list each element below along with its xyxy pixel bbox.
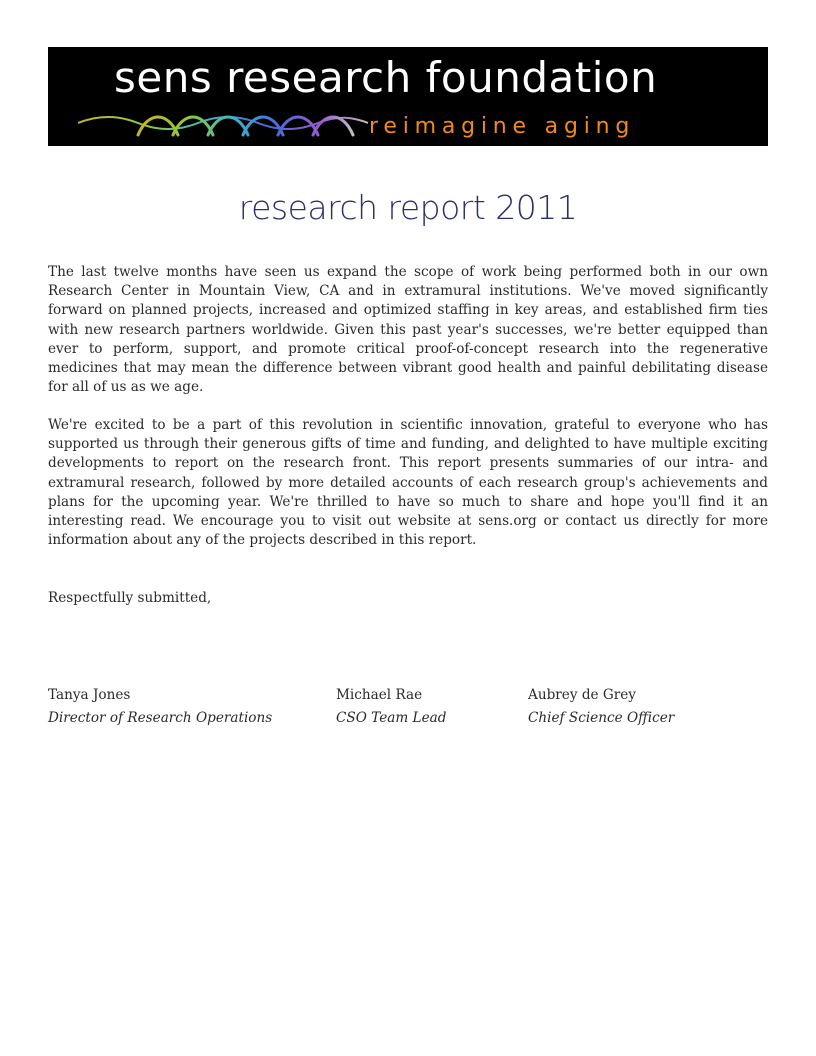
body-paragraph: We're excited to be a part of this revolution in scientific innovation, grateful to everyone who has supported us through their generous gifts of time and funding, and delighted to have multiple exciting developments to report on the research front. This report presents summaries of our intra- and extramural research, followed by more detailed accounts of each research group's achievements and plans for the upcoming year. We're thrilled to have so much to share and hope you'll find it an interesting read. We encourage you to visit out website at sens.org or contact us directly for more information about any of the projects described in this report. xyxy=(48,417,768,549)
brand-name: sens research foundation xyxy=(114,53,658,102)
intro-paragraph: The last twelve months have seen us expand the scope of work being performed both in our own Research Center in Mountain View, CA and in extramural institutions. We've moved significantly forward on planned projects, increased and optimized staffing in key areas, and established firm ties with new research partners worldwide. Given this past year's successes, we're better equipped than ever to perform, support, and promote critical proof-of-concept research into the regenerative medicines that may mean the difference between vibrant good health and painful debilitating disease for all of us as we age. xyxy=(48,264,768,396)
signatory-name: Aubrey de Grey xyxy=(528,687,636,703)
signatory-name: Tanya Jones xyxy=(48,687,131,703)
signatory-block xyxy=(336,686,446,728)
signatory-block xyxy=(48,686,272,728)
header-banner xyxy=(48,47,768,146)
tagline: reimagine aging xyxy=(369,114,636,139)
closing-line: Respectfully submitted, xyxy=(48,590,212,606)
signatory-role: Director of Research Operations xyxy=(48,710,273,726)
dna-helix-waves-icon xyxy=(78,109,368,137)
signatory-role: CSO Team Lead xyxy=(336,710,447,726)
signatory-role: Chief Science Officer xyxy=(528,710,675,726)
signatory-name: Michael Rae xyxy=(336,687,423,703)
signatory-block xyxy=(528,686,674,728)
page-title: research report 2011 xyxy=(238,188,578,227)
